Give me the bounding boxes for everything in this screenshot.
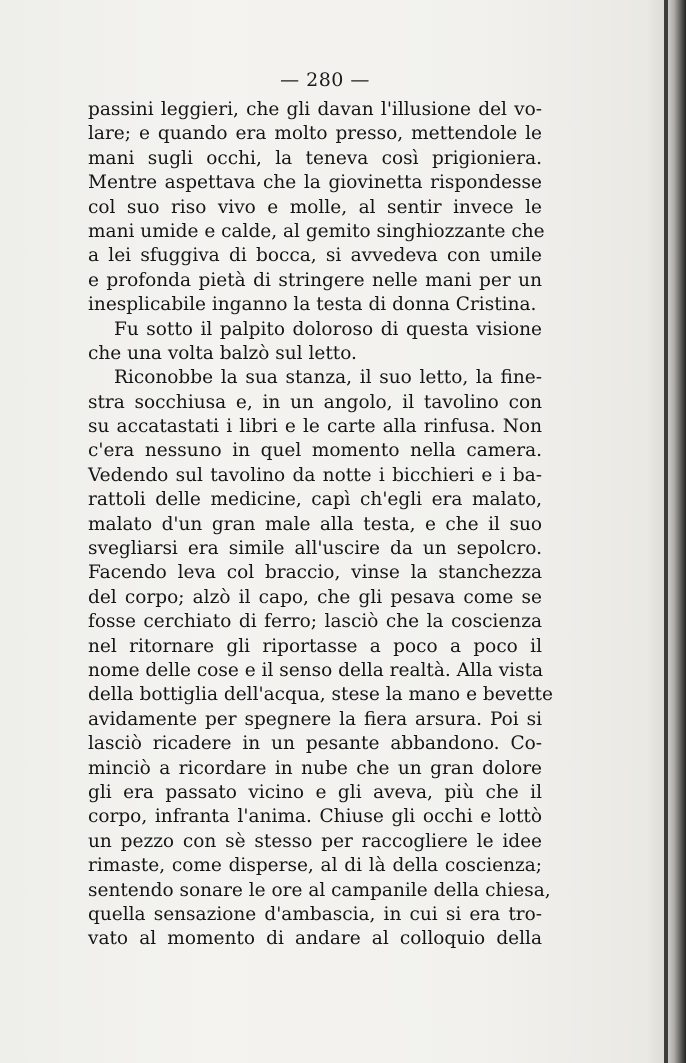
text-line: un pezzo con sè stesso per raccogliere le idee — [88, 830, 542, 852]
text-line: c'era nessuno in quel momento nella camera. — [88, 440, 542, 462]
text-line: svegliarsi era simile all'uscire da un sepolcro. — [88, 538, 542, 560]
text-line: del corpo; alzò il capo, che gli pesava come se — [88, 586, 542, 608]
text-line: vato al momento di andare al colloquio della — [88, 928, 542, 950]
text-line: fosse cerchiato di ferro; lasciò che la coscienza — [88, 611, 542, 633]
text-line: lasciò ricadere in un pesante abbandono. Co- — [88, 733, 542, 755]
text-line: col suo riso vivo e molle, al sentir invece le — [88, 196, 542, 218]
text-line: mani umide e calde, al gemito singhiozzante che — [88, 220, 545, 242]
text-line: avidamente per spegnere la fiera arsura. Poi si — [88, 708, 542, 730]
text-line: gli era passato vicino e gli aveva, più che il — [88, 781, 542, 803]
body-text — [88, 98, 553, 952]
text-line: malato d'un gran male alla testa, e che il suo — [88, 513, 542, 535]
text-line: inesplicabile inganno la testa di donna Cristina. — [88, 294, 537, 316]
text-line: Vedendo sul tavolino da notte i bicchieri e i ba- — [88, 464, 542, 486]
text-line: passini leggieri, che gli davan l'illusione del vo- — [88, 99, 542, 120]
text-line: e profonda pietà di stringere nelle mani per un — [88, 269, 542, 291]
text-line: su accatastati i libri e le carte alla rinfusa. Non — [88, 416, 542, 438]
text-line: rattoli delle medicine, capì ch'egli era malato, — [88, 489, 542, 511]
text-line: che una volta balzò sul letto. — [88, 342, 357, 364]
text-line: corpo, infranta l'anima. Chiuse gli occhi e lottò — [88, 806, 542, 828]
text-line: Riconobbe la sua stanza, il suo letto, la fine- — [114, 367, 542, 389]
text-line: a lei sfuggiva di bocca, si avvedeva con umile — [88, 245, 542, 267]
text-line: sentendo sonare le ore al campanile della chiesa, — [88, 879, 551, 901]
page-edge-line — [664, 0, 668, 1063]
text-line: minciò a ricordare in nube che un gran dolore — [88, 757, 542, 779]
text-line: nel ritornare gli riportasse a poco a poco il — [88, 635, 542, 657]
text-line: quella sensazione d'ambascia, in cui si era tro- — [88, 903, 542, 925]
text-line: stra socchiusa e, in un angolo, il tavolino con — [88, 391, 542, 413]
text-line: Mentre aspettava che la giovinetta rispondesse — [88, 172, 542, 194]
text-line: Fu sotto il palpito doloroso di questa visione — [114, 318, 542, 340]
text-line: mani sugli occhi, la teneva così prigioniera. — [88, 147, 542, 169]
text-line: Facendo leva col braccio, vinse la stanchezza — [88, 562, 542, 584]
text-line: lare; e quando era molto presso, mettendole le — [88, 123, 542, 145]
text-line: della bottiglia dell'acqua, stese la mano e bevette — [88, 684, 553, 706]
page-number: — 280 — — [280, 69, 370, 91]
text-line: nome delle cose e il senso della realtà. Alla vista — [88, 659, 544, 681]
text-line: rimaste, come disperse, al di là della coscienza; — [88, 855, 542, 877]
